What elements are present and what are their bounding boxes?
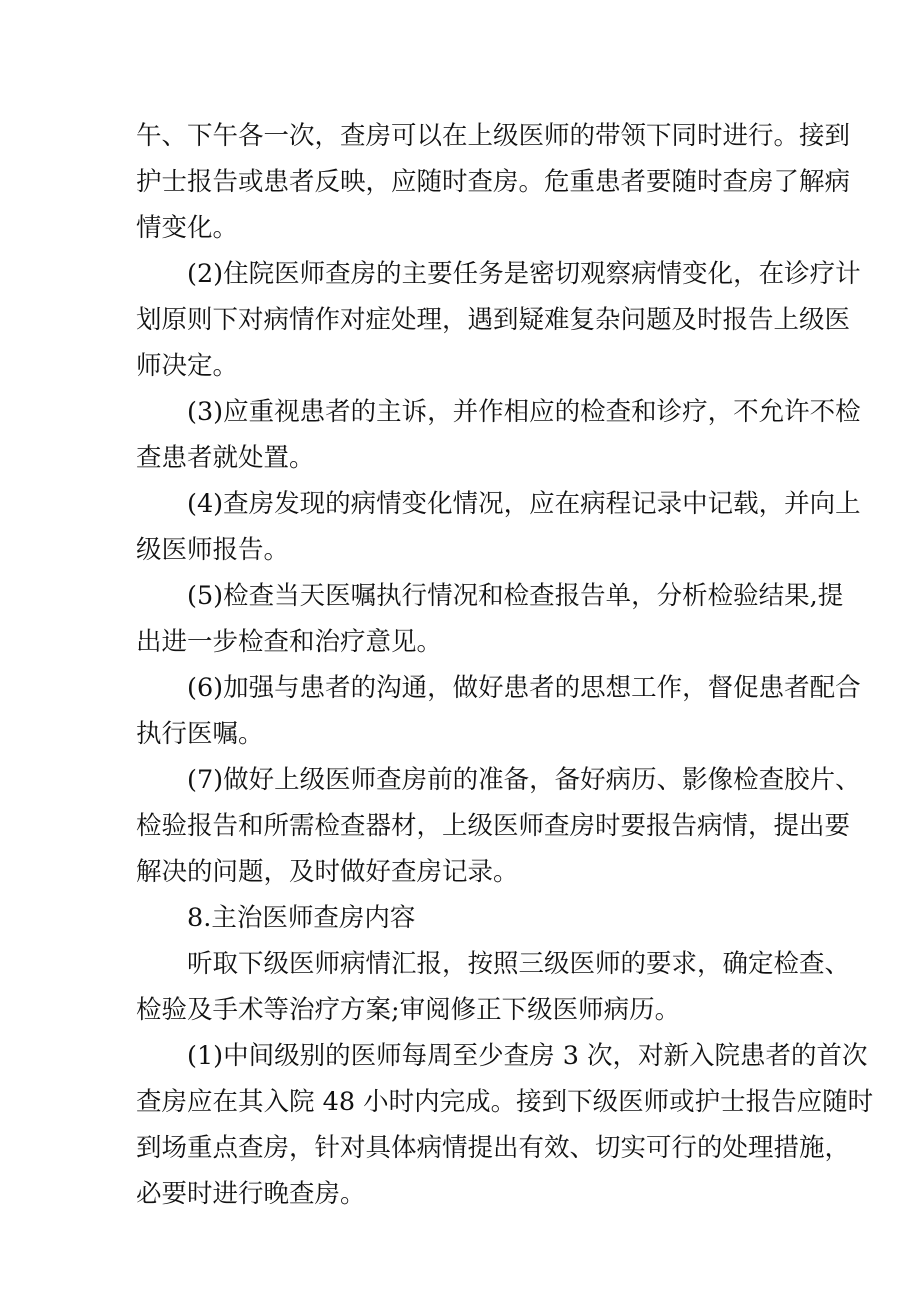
text-line: 解决的问题，及时做好查房记录。 bbox=[136, 857, 519, 887]
paragraph-start-line: (5)检查当天医嘱执行情况和检查报告单，分析检验结果,提 bbox=[187, 581, 844, 611]
text-line: 师决定。 bbox=[136, 351, 239, 381]
text-line: 到场重点查房，针对具体病情提出有效、切实可行的处理措施， bbox=[136, 1133, 851, 1163]
text-line: 出进一步检查和治疗意见。 bbox=[136, 627, 443, 657]
text-line: 级医师报告。 bbox=[136, 535, 290, 565]
text-line: 情变化。 bbox=[136, 213, 239, 243]
text-line: 检验报告和所需检查器材，上级医师查房时要报告病情，提出要 bbox=[136, 811, 851, 841]
paragraph-start-line: 听取下级医师病情汇报，按照三级医师的要求，确定检查、 bbox=[187, 949, 851, 979]
text-line: 必要时进行晚查房。 bbox=[136, 1179, 366, 1209]
paragraph-start-line: (3)应重视患者的主诉，并作相应的检查和诊疗，不允许不检 bbox=[187, 397, 861, 427]
text-line: 检验及手术等治疗方案;审阅修正下级医师病历。 bbox=[136, 995, 681, 1025]
text-line: 划原则下对病情作对症处理，遇到疑难复杂问题及时报告上级医 bbox=[136, 305, 851, 335]
text-line: 执行医嘱。 bbox=[136, 719, 264, 749]
paragraph-start-line: (7)做好上级医师查房前的准备，备好病历、影像检查胶片、 bbox=[187, 765, 861, 795]
document-page bbox=[136, 113, 874, 1217]
paragraph-start-line: (4)查房发现的病情变化情况，应在病程记录中记载，并向上 bbox=[187, 489, 861, 519]
paragraph-start-line: (1)中间级别的医师每周至少查房 3 次，对新入院患者的首次 bbox=[187, 1041, 868, 1071]
text-line: 查房应在其入院 48 小时内完成。接到下级医师或护士报告应随时 bbox=[136, 1087, 874, 1117]
text-line: 查患者就处置。 bbox=[136, 443, 315, 473]
paragraph-start-line: (6)加强与患者的沟通，做好患者的思想工作，督促患者配合 bbox=[187, 673, 861, 703]
paragraph-start-line: (2)住院医师查房的主要任务是密切观察病情变化，在诊疗计 bbox=[187, 259, 861, 289]
text-line: 护士报告或患者反映，应随时查房。危重患者要随时查房了解病 bbox=[136, 167, 851, 197]
text-line: 午、下午各一次，查房可以在上级医师的带领下同时进行。接到 bbox=[136, 121, 851, 151]
section-heading: 8.主治医师查房内容 bbox=[187, 903, 416, 933]
